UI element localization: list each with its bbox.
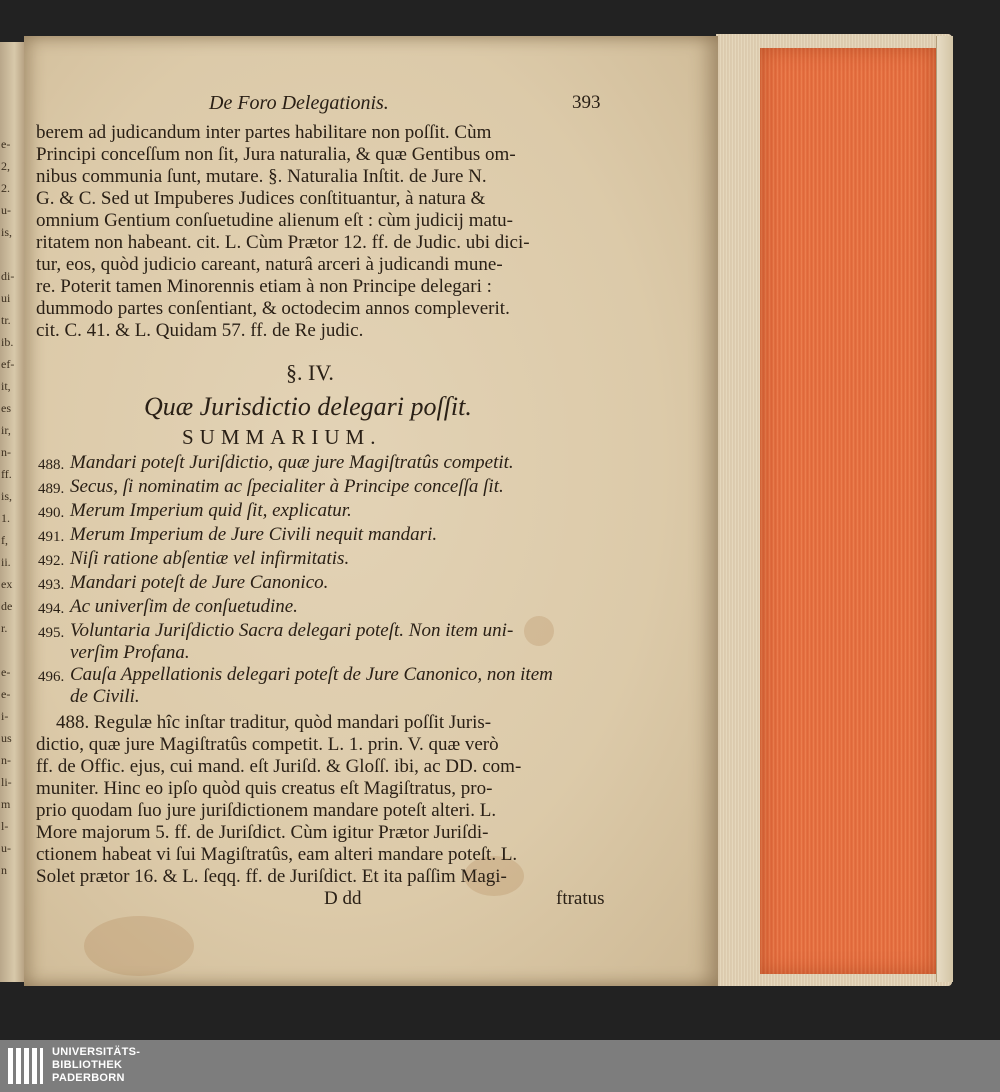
stain: [84, 916, 194, 976]
summary-number: 493.: [38, 577, 65, 593]
summary-heading: SUMMARIUM.: [182, 425, 382, 449]
library-name-line: PADERBORN: [52, 1072, 125, 1084]
library-logo-icon: [8, 1048, 44, 1084]
summary-item: Ac univerſim de conſuetudine.: [70, 596, 298, 617]
margin-fragment: n-: [1, 753, 11, 767]
summary-number: 491.: [38, 529, 65, 545]
text-line: G. & C. Sed ut Impuberes Judices conſtituantur, à natura &: [36, 188, 486, 209]
summary-item: Mandari poteſt Juriſdictio, quæ jure Magiſtratûs competit.: [70, 452, 514, 473]
summary-item: Mandari poteſt de Jure Canonico.: [70, 572, 329, 593]
text-line: ctionem habeat vi ſui Magiſtratûs, eam alteri mandare poteſt. L.: [36, 844, 518, 865]
summary-item: Merum Imperium quid ſit, explicatur.: [70, 500, 352, 521]
text-line: muniter. Hinc eo ipſo quòd quis creatus eſt Magiſtratus, pro-: [36, 778, 493, 799]
catchword: ftratus: [556, 888, 605, 909]
library-name: [52, 1046, 140, 1085]
library-name-line: BIBLIOTHEK: [52, 1059, 123, 1071]
margin-fragment: i-: [1, 709, 9, 723]
margin-fragment: ef-: [1, 357, 15, 371]
summary-number: 490.: [38, 505, 65, 521]
margin-fragment: li-: [1, 775, 12, 789]
cover-edge: [936, 36, 953, 982]
red-page-edge: [760, 48, 936, 974]
text-line: ff. de Offic. ejus, cui mand. eſt Juriſd. & Gloſſ. ibi, ac DD. com-: [36, 756, 522, 777]
summary-item: de Civili.: [70, 686, 140, 707]
margin-fragment: de: [1, 599, 13, 613]
margin-fragment: ii.: [1, 555, 11, 569]
library-footer: [0, 1040, 1000, 1092]
summary-item: Secus, ſi nominatim ac ſpecialiter à Principe conceſſa ſit.: [70, 476, 504, 497]
margin-fragment: ex: [1, 577, 13, 591]
summary-number: 488.: [38, 457, 65, 473]
text-line: Solet prætor 16. & L. ſeqq. ff. de Juriſdict. Et ita paſſim Magi-: [36, 866, 507, 887]
text-line: More majorum 5. ff. de Juriſdict. Cùm igitur Prætor Juriſdi-: [36, 822, 489, 843]
margin-fragment: us: [1, 731, 12, 745]
margin-fragment: ff.: [1, 467, 12, 481]
margin-fragment: n: [1, 863, 7, 877]
section-number: §. IV.: [286, 360, 334, 385]
text-line: ritatem non habeant. cit. L. Cùm Prætor 12. ff. de Judic. ubi dici-: [36, 232, 530, 253]
margin-fragment: di-: [1, 269, 15, 283]
margin-fragment: tr.: [1, 313, 11, 327]
summary-item: Cauſa Appellationis delegari poteſt de Jure Canonico, non item: [70, 664, 553, 685]
text-line: prio quodam ſuo jure juriſdictionem mandare poteſt alteri. L.: [36, 800, 497, 821]
margin-fragment: n-: [1, 445, 11, 459]
margin-fragment: u-: [1, 841, 11, 855]
running-head: De Foro Delegationis.: [209, 92, 389, 114]
summary-item: Niſi ratione abſentiæ vel infirmitatis.: [70, 548, 350, 569]
text-line: tur, eos, quòd judicio careant, naturâ arceri à judicandi mune-: [36, 254, 503, 275]
margin-fragment: e-: [1, 137, 11, 151]
margin-fragment: e-: [1, 687, 11, 701]
text-line: dictio, quæ jure Magiſtratûs competit. L. 1. prin. V. quæ verò: [36, 734, 499, 755]
margin-fragment: r.: [1, 621, 8, 635]
stain: [524, 616, 554, 646]
summary-number: 496.: [38, 669, 65, 685]
summary-item: Merum Imperium de Jure Civili nequit mandari.: [70, 524, 438, 545]
margin-fragment: is,: [1, 489, 13, 503]
summary-number: 494.: [38, 601, 65, 617]
section-title: Quæ Jurisdictio delegari poſſit.: [144, 392, 472, 421]
margin-fragment: is,: [1, 225, 13, 239]
margin-fragment: l-: [1, 819, 9, 833]
margin-fragment: ib.: [1, 335, 14, 349]
margin-fragment: es: [1, 401, 11, 415]
margin-fragment: f,: [1, 533, 8, 547]
left-page-edge: [0, 42, 26, 982]
margin-fragment: ir,: [1, 423, 11, 437]
text-line: Principi conceſſum non ſit, Jura naturalia, & quæ Gentibus om-: [36, 144, 516, 165]
margin-fragment: u-: [1, 203, 11, 217]
text-line: berem ad judicandum inter partes habilitare non poſſit. Cùm: [36, 122, 492, 143]
summary-number: 489.: [38, 481, 65, 497]
summary-item: verſim Profana.: [70, 642, 190, 663]
text-line: re. Poterit tamen Minorennis etiam à non Principe delegari :: [36, 276, 492, 297]
summary-number: 495.: [38, 625, 65, 641]
margin-fragment: 1.: [1, 511, 10, 525]
page-number: 393: [572, 92, 601, 113]
library-name-line: UNIVERSITÄTS-: [52, 1046, 141, 1058]
margin-fragment: it,: [1, 379, 11, 393]
summary-item: Voluntaria Juriſdictio Sacra delegari poteſt. Non item uni-: [70, 620, 514, 641]
margin-fragment: e-: [1, 665, 11, 679]
text-line: dummodo partes conſentiant, & octodecim annos compleverit.: [36, 298, 510, 319]
margin-fragment: 2.: [1, 181, 10, 195]
book-page: [24, 36, 718, 986]
signature-mark: D dd: [324, 888, 362, 909]
margin-fragment: 2,: [1, 159, 10, 173]
text-line: omnium Gentium conſuetudine alienum eſt : cùm judicij matu-: [36, 210, 514, 231]
margin-fragment: m: [1, 797, 11, 811]
text-line: 488. Regulæ hîc inſtar traditur, quòd mandari poſſit Juris-: [56, 712, 492, 733]
text-line: nibus communia ſunt, mutare. §. Naturalia Inſtit. de Jure N.: [36, 166, 487, 187]
text-line: cit. C. 41. & L. Quidam 57. ff. de Re judic.: [36, 320, 364, 341]
summary-number: 492.: [38, 553, 65, 569]
margin-fragment: ui: [1, 291, 11, 305]
